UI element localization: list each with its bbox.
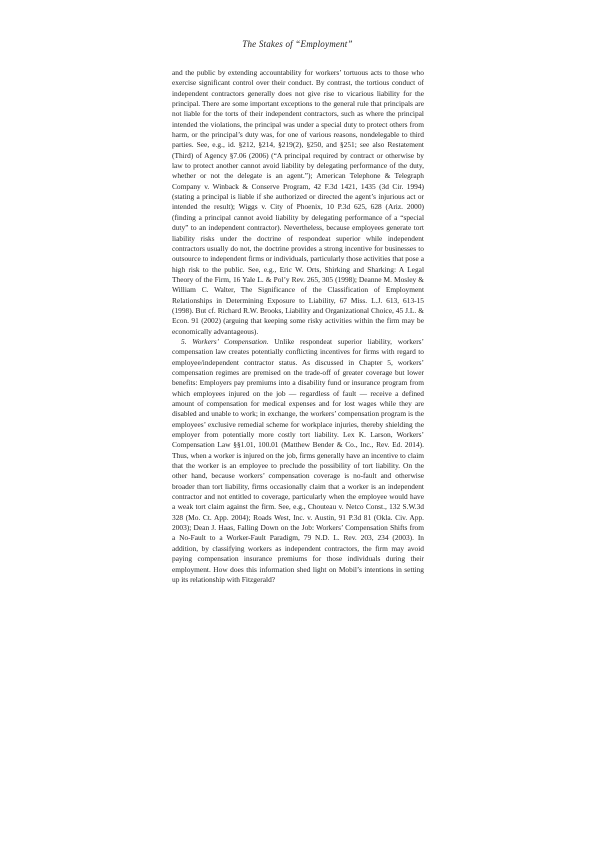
paragraph-workers-compensation <box>172 337 424 585</box>
body-text <box>172 68 424 585</box>
paragraph-heading: 5. Workers’ Compensation. <box>181 336 269 346</box>
paragraph-respondeat-superior: and the public by extending accountability for workers’ tortuous acts to those who exercise significant control over their conduct. By contrast, the tortious conduct of independent contractors generally does not give rise to vicarious liability for the principal. There are some important exceptions to the general rule that principals are not liable for the torts of their independent contractors, such as where the principal intended the violations, the principal was under a special duty to protect others from harm, or the principal’s duty was, for one of various reasons, nondelegable to third parties. See, e.g., id. §212, §214, §219(2), §250, and §251; see also Restatement (Third) of Agency §7.06 (2006) (“A principal required by contract or otherwise by law to protect another cannot avoid liability by delegating performance of the duty, whether or not the delegate is an agent.”); American Telephone & Telegraph Company v. Winback & Conserve Program, 42 F.3d 1421, 1435 (3d Cir. 1994) (stating a principal is liable if she authorized or directed the agent’s injurious act or intended the result); Wiggs v. City of Phoenix, 10 P.3d 625, 628 (Ariz. 2000) (finding a principal cannot avoid liability by delegating performance of a “special duty” to an independent contractor). Nevertheless, because employees generate tort liability risks under the doctrine of respondeat superior while independent contractors usually do not, the doctrine provides a strong incentive for businesses to outsource to independent firms or individuals, particularly those activities that pose a high risk to the public. See, e.g., Eric W. Orts, Shirking and Sharking: A Legal Theory of the Firm, 16 Yale L. & Pol’y Rev. 265, 305 (1998); Deanne M. Mosley & William C. Walter, The Significance of the Classification of Employment Relationships in Determining Exposure to Liability, 67 Miss. L.J. 613, 613-15 (1998). But cf. Richard R.W. Brooks, Liability and Organizational Choice, 45 J.L. & Econ. 91 (2002) (arguing that keeping some risky activities within the firm may be economically advantageous). <box>172 68 424 336</box>
paragraph-text: Unlike respondeat superior liability, workers’ compensation law creates potentially conflicting incentives for firms with regard to employee/independent contractor status. As discussed in Chapter 5, workers’ compensation regimes are premised on the trade-off of greater coverage but lower benefits: Employers pay premiums into a disability fund or insurance program from which employees injured on the job — regardless of fault — receive a defined amount of compensation for medical expenses and for lost wages while they are disabled and unable to work; in exchange, the workers’ compensation program is the employees’ exclusive remedial scheme for workplace injuries, thereby shielding the employer from potentially more costly tort liability. Lex K. Larson, Workers’ Compensation Law §§1.01, 100.01 (Matthew Bender & Co., Inc., Rev. Ed. 2014). Thus, when a worker is injured on the job, firms generally have an incentive to claim that the worker is an employee to preclude the possibility of tort liability. On the other hand, because workers’ compensation coverage is no-fault and otherwise broader than tort liability, firms occasionally claim that a worker is an independent contractor and not entitled to coverage, particularly when the employee would have a weak tort claim against the firm. See, e.g., Chouteau v. Netco Const., 132 S.W.3d 328 (Mo. Ct. App. 2004); Roads West, Inc. v. Austin, 91 P.3d 81 (Okla. Civ. App. 2003); Dean J. Haas, Falling Down on the Job: Workers’ Compensation Shifts from a No-Fault to a Worker-Fault Paradigm, 79 N.D. L. Rev. 203, 234 (2003). In addition, by classifying workers as independent contractors, the firm may avoid paying compensation insurance premiums for those individuals during their employment. How does this information shed light on Mobil’s intentions in setting up its relationship with Fitzgerald? <box>172 336 425 584</box>
running-head: The Stakes of “Employment” <box>242 39 353 49</box>
